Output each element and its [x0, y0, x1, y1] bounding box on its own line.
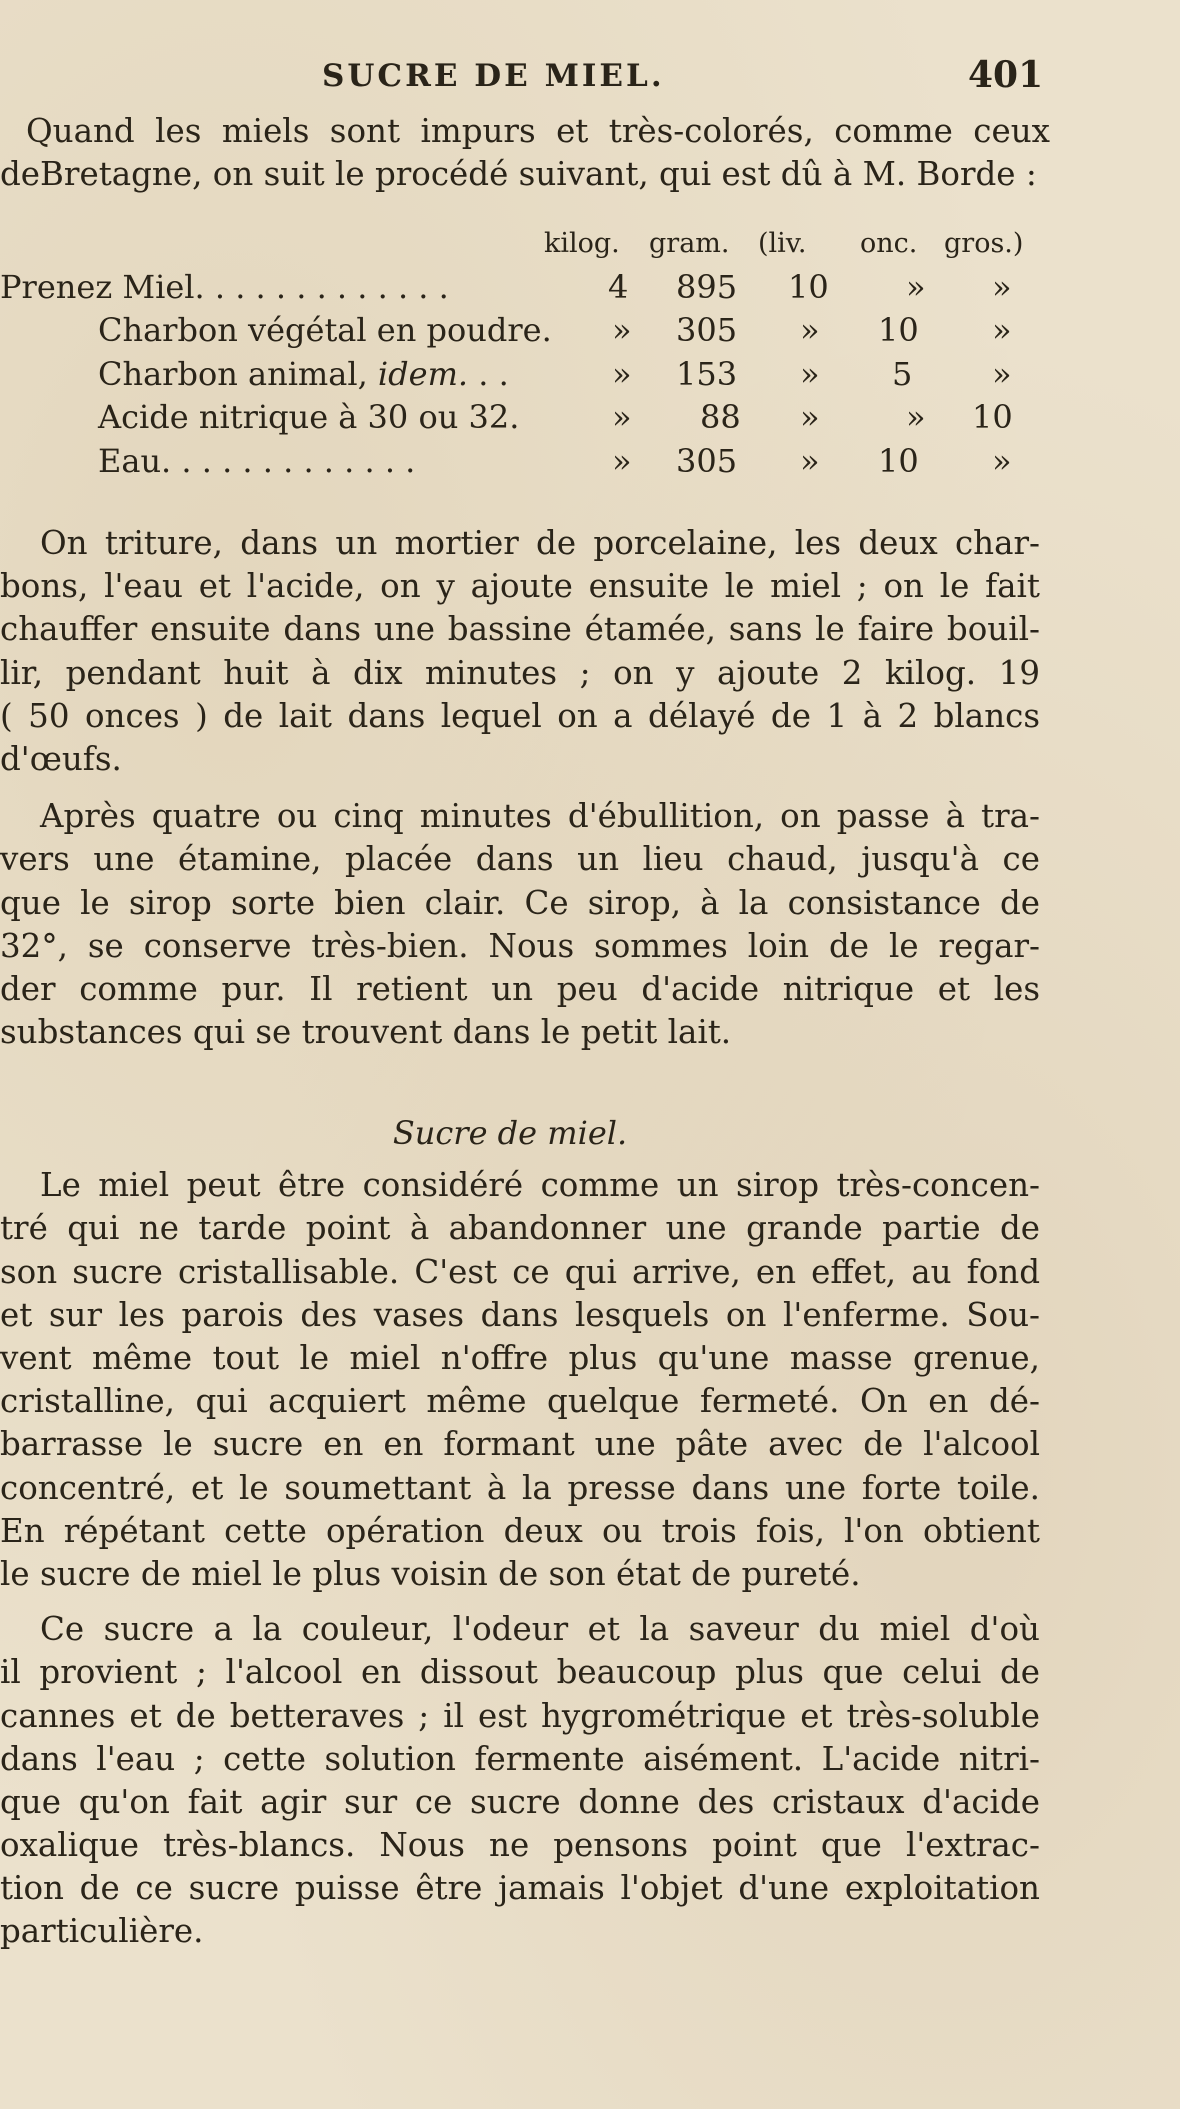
column-header: (liv.: [758, 228, 807, 259]
table-row: [0, 442, 1180, 486]
text-line: deBretagne, on suit le procédé suivant, qui est dû à M. Borde :: [0, 155, 1037, 194]
text-line: barrasse le sucre en en formant une pâte avec de l'alcool: [0, 1425, 1040, 1464]
table-cell: »: [800, 354, 820, 393]
text-line: vers une étamine, placée dans un lieu chaud, jusqu'à ce: [0, 840, 1040, 879]
page-number: 401: [968, 54, 1044, 96]
text-line: On triture, dans un mortier de porcelaine, les deux char-: [40, 524, 1040, 562]
text-line: bons, l'eau et l'acide, on y ajoute ensuite le miel ; on le fait: [0, 567, 1040, 606]
ingredient-label: Charbon végétal en poudre.: [98, 311, 552, 349]
text-line: que qu'on fait agir sur ce sucre donne des cristaux d'acide: [0, 1782, 1040, 1821]
table-cell: 10: [878, 441, 919, 480]
text-line: cristalline, qui acquiert même quelque fermeté. On en dé-: [0, 1382, 1040, 1421]
text-line: Après quatre ou cinq minutes d'ébullition, on passe à tra-: [40, 797, 1040, 836]
text-line: vent même tout le miel n'offre plus qu'une masse grenue,: [0, 1339, 1040, 1377]
page-header: [0, 54, 1180, 98]
table-cell: »: [992, 441, 1012, 480]
table-cell: »: [992, 267, 1012, 306]
table-cell: 305: [676, 441, 738, 480]
table-cell: »: [612, 354, 632, 393]
column-header: onc.: [860, 228, 918, 259]
ingredient-label: Charbon animal, idem. . .: [98, 354, 509, 393]
table-cell: »: [612, 311, 632, 349]
text-line: tré qui ne tarde point à abandonner une grande partie de: [0, 1209, 1040, 1248]
text-line: Le miel peut être considéré comme un sirop très-concen-: [40, 1166, 1040, 1205]
text-line: Ce sucre a la couleur, l'odeur et la saveur du miel d'où: [40, 1610, 1040, 1649]
table-cell: »: [992, 311, 1012, 349]
table-cell: »: [612, 441, 632, 480]
intro-paragraph: [0, 110, 1180, 196]
table-cell: 10: [878, 311, 919, 349]
table-cell: »: [612, 398, 632, 436]
table-cell: 4: [608, 267, 629, 306]
text-line: tion de ce sucre puisse être jamais l'objet d'une exploitation: [0, 1869, 1040, 1908]
text-line: particulière.: [0, 1912, 204, 1951]
table-cell: 895: [676, 267, 738, 306]
table-cell: »: [906, 267, 926, 306]
paragraph-proprietes: [0, 1608, 1180, 1954]
table-header-row: [0, 224, 1180, 268]
ingredient-label: Prenez Miel. . . . . . . . . . . . .: [0, 267, 449, 306]
text-line: cannes et de betteraves ; il est hygrométrique et très-soluble: [0, 1696, 1040, 1735]
text-line: le sucre de miel le plus voisin de son état de pureté.: [0, 1554, 861, 1593]
text-line: son sucre cristallisable. C'est ce qui arrive, en effet, au fond: [0, 1252, 1040, 1291]
table-cell: »: [800, 398, 820, 436]
table-cell: »: [906, 398, 926, 436]
text-line: chauffer ensuite dans une bassine étamée, sans le faire bouil-: [0, 610, 1040, 649]
text-line: En répétant cette opération deux ou trois fois, l'on obtient: [0, 1511, 1040, 1550]
paragraph-ebullition: [0, 795, 1180, 1054]
text-line: ( 50 onces ) de lait dans lequel on a délayé de 1 à 2 blancs: [0, 696, 1040, 735]
table-cell: »: [992, 354, 1012, 393]
text-line: Quand les miels sont impurs et très-colorés, comme ceux: [26, 112, 1050, 150]
text-line: oxalique très-blancs. Nous ne pensons point que l'extrac-: [0, 1826, 1040, 1865]
text-line: d'œufs.: [0, 739, 122, 778]
table-cell: »: [800, 441, 820, 480]
table-row: [0, 311, 1180, 355]
body-text: [0, 522, 1180, 1954]
text-line: lir, pendant huit à dix minutes ; on y ajoute 2 kilog. 19: [0, 653, 1040, 692]
text-line: substances qui se trouvent dans le petit lait.: [0, 1013, 732, 1052]
table-cell: »: [800, 311, 820, 349]
text-line: et sur les parois des vases dans lesquels on l'enferme. Sou-: [0, 1295, 1040, 1334]
text-line: 32°, se conserve très-bien. Nous sommes loin de le regar-: [0, 926, 1040, 965]
running-title: SUCRE DE MIEL.: [322, 58, 665, 94]
section-heading: Sucre de miel.: [392, 1114, 628, 1152]
table-cell: 88: [700, 398, 741, 436]
ingredient-label: Acide nitrique à 30 ou 32.: [98, 398, 520, 436]
idem-italic: idem.: [377, 354, 469, 393]
table-cell: 10: [788, 267, 829, 306]
table-cell: 305: [676, 311, 738, 349]
text-line: il provient ; l'alcool en dissout beaucoup plus que celui de: [0, 1653, 1040, 1692]
column-header: gros.): [944, 228, 1024, 259]
paragraph-sucre-miel: [0, 1164, 1180, 1596]
ingredient-label: Eau. . . . . . . . . . . . .: [98, 441, 416, 480]
table-cell: 153: [676, 354, 738, 393]
text-line: dans l'eau ; cette solution fermente aisément. L'acide nitri-: [0, 1739, 1040, 1778]
paragraph-trituration: [0, 522, 1180, 781]
text-line: der comme pur. Il retient un peu d'acide nitrique et les: [0, 969, 1040, 1008]
table-row: [0, 398, 1180, 442]
table-cell: 10: [972, 398, 1013, 436]
table-row: [0, 355, 1180, 399]
text-line: que le sirop sorte bien clair. Ce sirop, à la consistance de: [0, 883, 1040, 922]
text-line: concentré, et le soumettant à la presse dans une forte toile.: [0, 1468, 1040, 1507]
recipe-table: [0, 224, 1180, 485]
table-row: [0, 268, 1180, 312]
column-header: kilog.: [544, 228, 620, 259]
table-cell: 5: [892, 354, 913, 393]
column-header: gram.: [649, 228, 730, 259]
